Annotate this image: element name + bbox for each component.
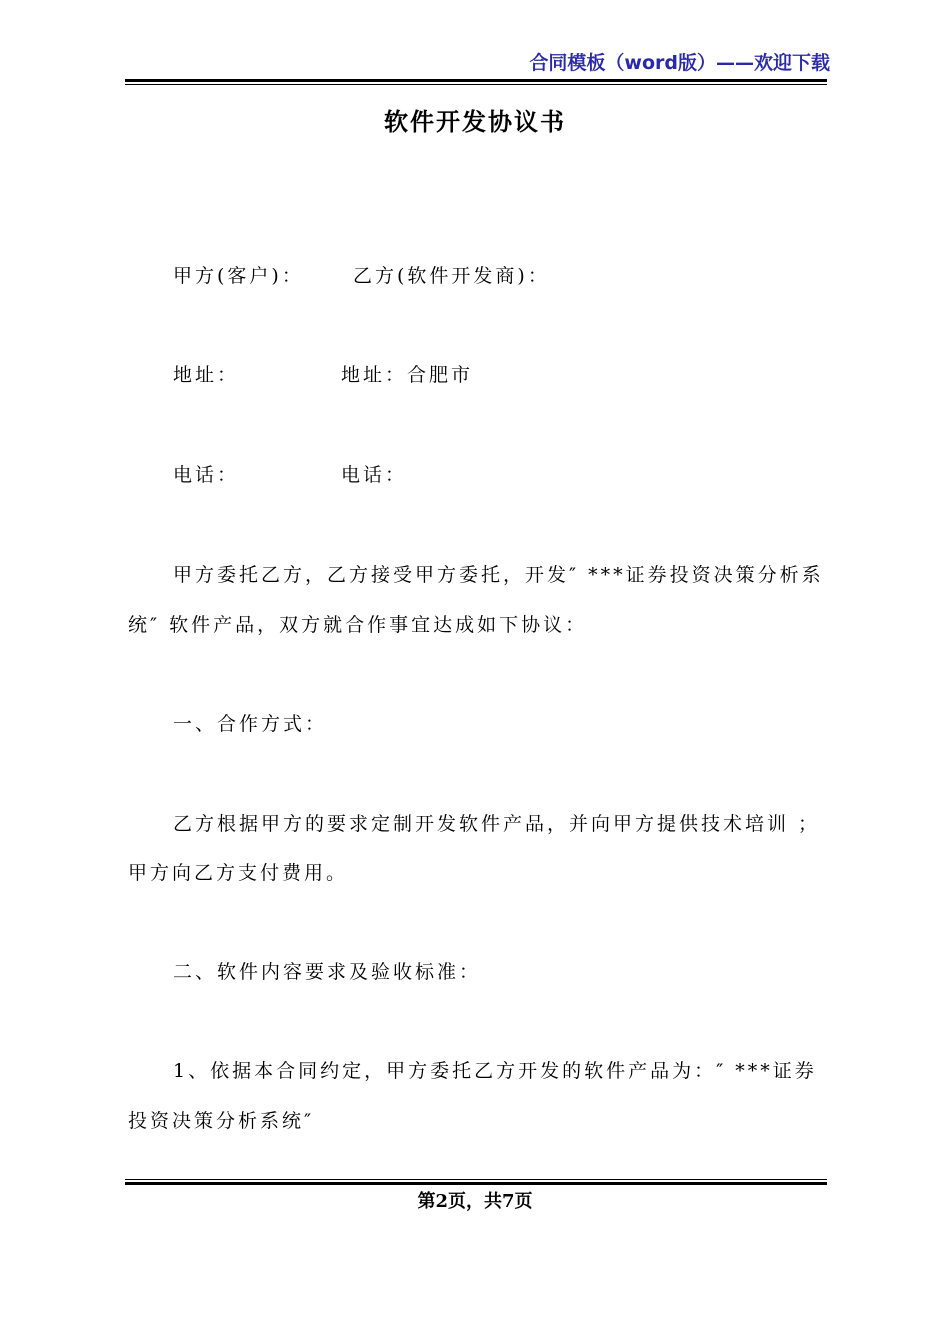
- page-number: 第2页，共7页: [417, 1191, 533, 1212]
- document-title: 软件开发协议书: [384, 108, 566, 136]
- party-a-phone: 电话：: [173, 464, 240, 486]
- item-1-line-2: 投资决策分析系统″: [128, 1110, 315, 1132]
- intro-paragraph-line-1: 甲方委托乙方，乙方接受甲方委托，开发″ ***证券投资决策分析系: [173, 564, 824, 586]
- header-title: 合同模板（word版）——欢迎下载: [529, 52, 830, 74]
- header-rule: [125, 79, 827, 82]
- party-b-label: 乙方(软件开发商)：: [353, 265, 550, 287]
- footer-rule-thin: [125, 1179, 827, 1180]
- party-b-phone: 电话：: [341, 464, 408, 486]
- party-a-label: 甲方(客户)：: [173, 265, 304, 287]
- section-1-paragraph-line-2: 甲方向乙方支付费用。: [128, 862, 349, 884]
- item-1-line-1: 1、依据本合同约定，甲方委托乙方开发的软件产品为：″ ***证券: [173, 1060, 817, 1082]
- intro-paragraph-line-2: 统″ 软件产品，双方就合作事宜达成如下协议：: [128, 614, 588, 636]
- party-a-address: 地址：: [173, 364, 240, 386]
- section-2-heading: 二、软件内容要求及验收标准：: [173, 961, 482, 983]
- section-1-paragraph-line-1: 乙方根据甲方的要求定制开发软件产品，并向甲方提供技术培训 ；: [173, 813, 821, 835]
- footer-rule: [125, 1182, 827, 1185]
- party-b-address: 地址：合肥市: [341, 364, 474, 386]
- section-1-heading: 一、合作方式：: [173, 713, 328, 735]
- header-rule-thin: [125, 84, 827, 85]
